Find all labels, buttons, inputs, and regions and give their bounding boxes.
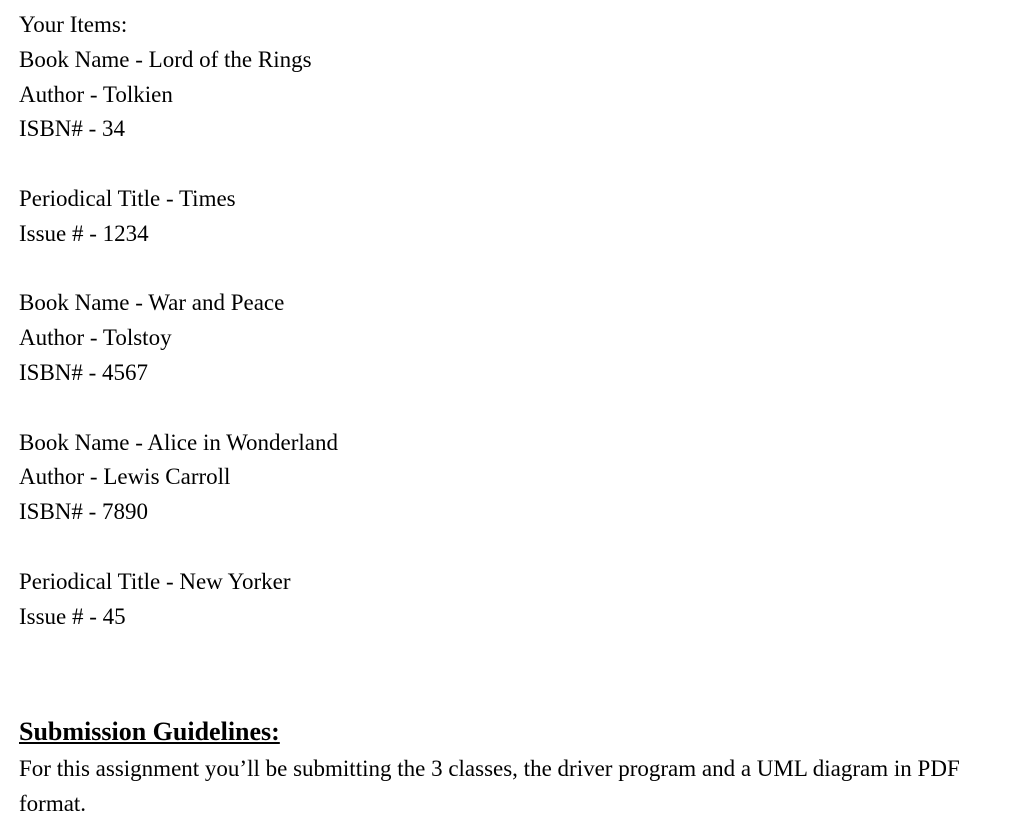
periodical-title-line: Periodical Title - Times: [19, 185, 236, 211]
book-name-line: Book Name - Alice in Wonderland: [19, 429, 339, 455]
isbn-line: ISBN# - 34: [19, 116, 126, 142]
issue-line: Issue # - 1234: [19, 220, 149, 246]
entry-spacer: [19, 252, 338, 287]
entry-spacer: [19, 530, 338, 565]
book-name-line: Book Name - Lord of the Rings: [19, 46, 312, 72]
isbn-line: ISBN# - 4567: [19, 359, 149, 385]
item-entry-new-yorker: [19, 565, 338, 635]
author-line: Author - Tolstoy: [19, 325, 172, 351]
submission-guidelines-heading: Submission Guidelines:: [19, 717, 280, 746]
items-heading: Your Items:: [19, 12, 128, 37]
issue-line: Issue # - 45: [19, 603, 126, 629]
item-entry-lord-of-the-rings: [19, 43, 338, 147]
items-list: [19, 8, 338, 634]
entry-spacer: [19, 147, 338, 182]
author-line: Author - Tolkien: [19, 81, 173, 107]
periodical-title-line: Periodical Title - New Yorker: [19, 568, 291, 594]
item-entry-war-and-peace: [19, 286, 338, 390]
item-entry-times: [19, 182, 338, 252]
isbn-line: ISBN# - 7890: [19, 499, 149, 525]
book-name-line: Book Name - War and Peace: [19, 290, 285, 316]
item-entry-alice-in-wonderland: [19, 426, 338, 530]
author-line: Author - Lewis Carroll: [19, 464, 231, 490]
submission-guidelines-text: For this assignment you’ll be submitting the 3 classes, the driver program and a UML diagram in PDF format.: [19, 756, 960, 816]
entry-spacer: [19, 391, 338, 426]
